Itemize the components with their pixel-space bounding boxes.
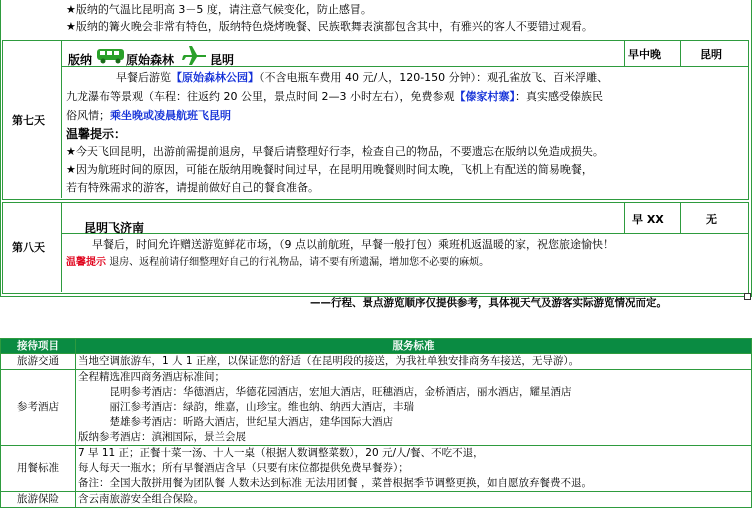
day8-tip-line: 温馨提示 退房、返程前请仔细整理好自己的行礼物品，请不要有所遗漏，增加您不必要的麻烦。	[66, 257, 490, 268]
day7-label: 第七天	[12, 114, 45, 127]
table-row	[1, 446, 752, 492]
day7-route-to: 昆明	[210, 53, 235, 67]
day7-tip3: 若有特殊需求的游客，请提前做好自己的餐食准备。	[66, 181, 319, 194]
row-standard-transport: 当地空调旅游车，1 人 1 正座，以保证您的舒适（在昆明段的接送，为我社单独安排商务车接送，无导游）。	[76, 354, 752, 370]
day8-text: 早餐后，时间允许赠送游览鲜花市场，（9 点以前航班，早餐一般打包）乘班机返温暖的家，祝您旅途愉快！	[92, 238, 614, 251]
day7-route-from: 版纳	[68, 53, 93, 67]
note-bonfire: ★版纳的篝火晚会非常有特色，版纳特色烧烤晚餐、民族歌舞表演都包含其中，有雅兴的客人不要错过观看。	[66, 20, 593, 33]
day7-meals: 早中晚	[628, 48, 661, 61]
header-item: 接待项目	[1, 339, 76, 354]
day7-text-line1: 早餐后游览【原始森林公园】（不含电瓶车费用 40 元/人，120-150 分钟）：观孔雀放飞、百米浮雕、	[116, 71, 609, 84]
header-standard: 服务标准	[76, 339, 752, 354]
row-standard-insurance: 含云南旅游安全组合保险。	[76, 492, 752, 508]
table-row	[1, 370, 752, 446]
row-item-transport: 旅游交通	[1, 354, 76, 370]
table-row	[1, 492, 752, 508]
airplane-icon	[182, 44, 208, 69]
row-item-hotel: 参考酒店	[1, 370, 76, 446]
day7-tip2: ★因为航班时间的原因，可能在版纳用晚餐时间过早，在昆明用晚餐则时间太晚，飞机上有配送的简易晚餐，	[66, 163, 593, 176]
day8-route: 昆明飞济南	[84, 221, 145, 235]
row-item-meals: 用餐标准	[1, 446, 76, 492]
service-standard-table	[0, 338, 752, 508]
service-table-header	[1, 339, 752, 354]
day7-text-line2: 九龙瀑布等景观（车程：往返约 20 公里，景点时间 2—3 小时左右），免费参观【傣家村寨】：真实感受傣族民	[66, 90, 603, 103]
bus-icon	[96, 47, 126, 68]
day7-text-line3: 俗风情；乘坐晚或凌晨航班飞昆明	[66, 109, 231, 122]
table-row	[1, 354, 752, 370]
day8-meals: 早 XX	[632, 213, 664, 226]
day8-label: 第八天	[12, 241, 45, 254]
day7-tip1: ★今天飞回昆明，出游前需提前退房，早餐后请整理好行李，检查自己的物品，不要遗忘在版纳以免造成损失。	[66, 145, 604, 158]
table-resize-handle[interactable]	[744, 293, 751, 300]
day7-route-mid: 原始森林	[126, 53, 175, 67]
day7-hotel: 昆明	[700, 48, 722, 61]
row-standard-meals: 7 早 11 正；正餐十菜一汤、十人一桌（根据人数调整菜数），20 元/人/餐、不吃不退， 每人每天一瓶水；所有早餐酒店含早（只要有床位都提供免费早餐券）； 备注：全国大散拼用餐为团队餐 人数未达到标准 无法用团餐 ，菜普根据季节调整更换，如自愿放弃餐费不退。	[76, 446, 752, 492]
itinerary-footnote: ——行程、景点游览顺序仅提供参考，具体视天气及游客实际游览情况而定。	[310, 297, 667, 309]
row-item-insurance: 旅游保险	[1, 492, 76, 508]
note-temperature: ★版纳的气温比昆明高 3－5 度，请注意气候变化，防止感冒。	[66, 3, 372, 16]
day7-tips-title: 温馨提示：	[66, 127, 127, 141]
day8-hotel: 无	[706, 213, 717, 226]
row-standard-hotel: 全程精选准四商务酒店标准间； 昆明参考酒店：华德酒店，华德花园酒店，宏旭大酒店，旺穗酒店，金桥酒店，丽水酒店，耀星酒店 丽江参考酒店：绿韵，维嘉，山珍宝。维也纳、纳西大酒店，丰瑞 楚雄参考酒店：昕路大酒店，世纪星大酒店，建华国际大酒店 版纳参考酒店：滇湘国际，景兰会展	[76, 370, 752, 446]
